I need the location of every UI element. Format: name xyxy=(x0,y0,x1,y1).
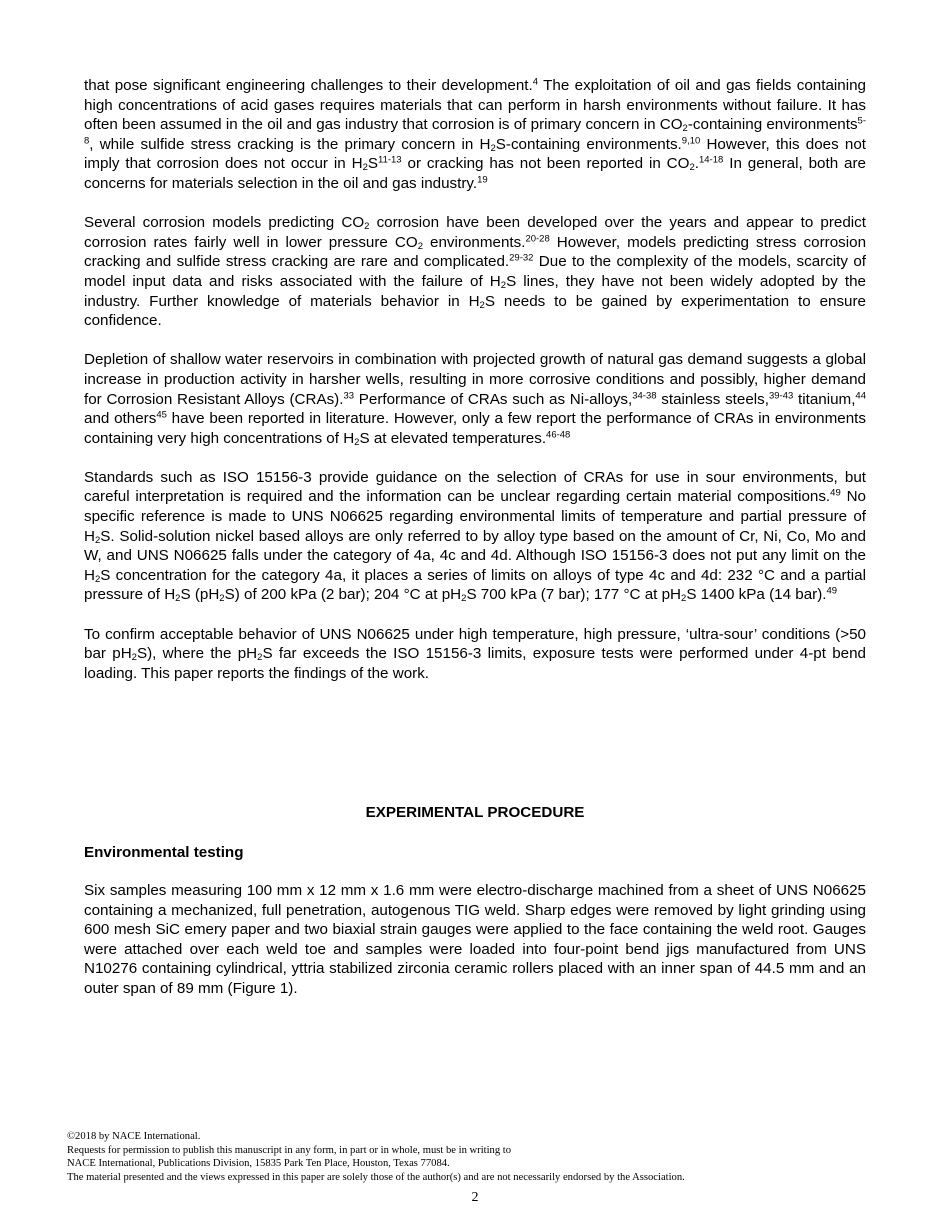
citation-superscript: 39-43 xyxy=(768,390,794,401)
citation-superscript: 45 xyxy=(156,409,167,421)
footer-disclaimer: The material presented and the views expressed in this paper are solely those of the author(s) and are not necessarily endorsed by the Association. xyxy=(67,1171,685,1183)
citation-superscript: 20-28 xyxy=(525,233,550,245)
text-run: titanium, xyxy=(793,390,856,408)
chemical-subscript: 2 xyxy=(689,162,695,174)
text-run: Several corrosion models predicting CO xyxy=(84,214,365,232)
citation-superscript: 29-32 xyxy=(509,252,534,264)
paragraph-environmental-testing: Six samples measuring 100 mm x 12 mm x 1.6 mm were electro-discharge machined from a sheet of UNS N06625 containing a mechanized, full penetration, autogenous TIG weld. Sharp edges were removed by light grinding using 600 mesh SiC emery paper and two biaxial strain gauges were applied to the face containing the weld root. Gauges were attached over each weld toe and samples were loaded into four-point bend jigs manufactured from UNS N10276 containing cylindrical, yttria stabilized zirconia ceramic rollers placed with an inner span of 44.5 mm and an outer span of 89 mm (Figure 1). xyxy=(84,882,866,997)
chemical-subscript: 2 xyxy=(417,240,423,252)
text-run: S far exceeds the ISO 15156-3 limits, exposure tests were performed under 4-pt bend loading. This paper reports the findings of the work. xyxy=(84,645,866,682)
citation-superscript: 33 xyxy=(343,390,355,401)
text-run: S 1400 kPa (14 bar). xyxy=(686,586,827,604)
text-run: , while sulfide stress cracking is the primary concern in H xyxy=(89,135,491,153)
text-run: Due to the complexity of the models, scarcity of model input data and risks associated with the failure of H xyxy=(84,253,866,290)
subsection-heading: Environmental testing xyxy=(84,844,244,861)
chemical-subscript: 2 xyxy=(681,593,687,605)
text-run: However, this does not imply that corrosion does not occur in H xyxy=(84,135,867,173)
text-run: S xyxy=(367,155,378,173)
citation-superscript: 14-18 xyxy=(699,154,724,166)
chemical-subscript: 2 xyxy=(682,123,688,135)
page-number: 2 xyxy=(471,1190,479,1205)
text-run: S), where the pH xyxy=(136,645,258,663)
chemical-subscript: 2 xyxy=(175,593,181,605)
text-run: Performance of CRAs such as Ni-alloys, xyxy=(354,390,633,408)
chemical-subscript: 2 xyxy=(219,593,225,605)
chemical-subscript: 2 xyxy=(479,299,485,311)
citation-superscript: 11-13 xyxy=(378,154,402,166)
citation-superscript: 44 xyxy=(855,390,866,401)
text-run: . xyxy=(694,155,699,173)
paragraph-acid-gas-context xyxy=(84,76,866,194)
text-run: S lines, they have not been widely adopted by the industry. Further knowledge of materials behavior in H xyxy=(84,272,866,310)
chemical-subscript: 2 xyxy=(94,573,101,585)
text-run: The exploitation of oil and gas fields containing high concentrations of acid gases requires materials that can perform in harsh environments without failure. It has often been assumed in the oil and gas industry that corrosion is of primary concern in CO xyxy=(84,77,867,134)
text-run: S concentration for the category 4a, it places a series of limits on alloys of type 4c and 4d: 232 °C and a partial pressure of H xyxy=(84,566,866,604)
paragraph-iso-standards xyxy=(84,468,866,605)
chemical-subscript: 2 xyxy=(362,162,368,174)
footer-address: NACE International, Publications Division, 15835 Park Ten Place, Houston, Texas 77084. xyxy=(67,1158,450,1170)
citation-superscript: 49 xyxy=(826,585,838,597)
paragraph-cra-demand xyxy=(84,350,866,448)
chemical-subscript: 2 xyxy=(364,221,370,233)
chemical-subscript: 2 xyxy=(490,142,496,154)
chemical-subscript: 2 xyxy=(131,652,137,664)
text-run: S-containing environments. xyxy=(495,135,682,153)
text-run: S (pH xyxy=(180,586,220,604)
text-run: Standards such as ISO 15156-3 provide guidance on the selection of CRAs for use in sour environments, but careful interpretation is required and the information can be unclear regarding certain material compositions. xyxy=(84,468,866,506)
citation-superscript: 5-8 xyxy=(84,115,866,147)
text-run: and others xyxy=(84,410,157,428)
text-run: environments. xyxy=(423,233,526,251)
text-run: have been reported in literature. However, only a few report the performance of CRAs in environments containing very high concentrations of H xyxy=(84,410,866,447)
text-run: S) of 200 kPa (2 bar); 204 °C at pH xyxy=(224,586,462,604)
chemical-subscript: 2 xyxy=(257,652,263,664)
text-run: -containing environments xyxy=(687,116,858,134)
citation-superscript: 9,10 xyxy=(681,135,701,147)
citation-superscript: 49 xyxy=(830,487,841,499)
citation-superscript: 19 xyxy=(477,174,488,186)
text-run: S needs to be gained by experimentation to ensure confidence. xyxy=(84,292,867,330)
text-run: Depletion of shallow water reservoirs in combination with projected growth of natural gas demand suggests a global increase in production activity in harsher wells, resulting in more corrosive conditions and possibly, higher demand for Corrosion Resistant Alloys (CRAs). xyxy=(84,351,866,408)
chemical-subscript: 2 xyxy=(500,279,507,291)
text-run: S 700 kPa (7 bar); 177 °C at pH xyxy=(466,586,682,604)
citation-superscript: 46-48 xyxy=(546,429,571,441)
text-run: or cracking has not been reported in CO xyxy=(401,155,690,173)
citation-superscript: 34-38 xyxy=(632,390,657,401)
paragraph-corrosion-models xyxy=(84,213,866,331)
body-text xyxy=(84,76,866,683)
chemical-subscript: 2 xyxy=(461,593,467,605)
text-run: To confirm acceptable behavior of UNS N06625 under high temperature, high pressure, ‘ultra-sour’ conditions (>50 bar pH xyxy=(84,625,866,663)
paragraph-test-objective xyxy=(84,625,866,684)
citation-superscript: 4 xyxy=(532,76,539,88)
chemical-subscript: 2 xyxy=(354,436,360,448)
text-run: No specific reference is made to UNS N06625 regarding environmental limits of temperature and partial pressure of H xyxy=(84,488,866,545)
footer-permissions: Requests for permission to publish this manuscript in any form, in part or in whole, must be in writing to xyxy=(67,1144,512,1156)
chemical-subscript: 2 xyxy=(94,534,101,546)
text-run: that pose significant engineering challenges to their development. xyxy=(84,77,533,94)
text-run: stainless steels, xyxy=(656,390,769,408)
text-run: However, models predicting stress corrosion cracking and sulfide stress cracking are rare and complicated. xyxy=(84,233,867,271)
text-run: S at elevated temperatures. xyxy=(359,429,547,447)
text-run: corrosion have been developed over the years and appear to predict corrosion rates fairly well in lower pressure CO xyxy=(84,214,866,251)
footer-copyright: ©2018 by NACE International. xyxy=(67,1131,201,1142)
section-heading: EXPERIMENTAL PROCEDURE xyxy=(365,804,585,821)
text-run: S. Solid-solution nickel based alloys are only referred to by alloy type based on the amount of Cr, Ni, Co, Mo and W, and UNS N06625 falls under the category of 4a, 4c and 4d. Although ISO 15156-3 does not put any limit on the H xyxy=(84,527,866,584)
copyright-footer xyxy=(67,1130,897,1184)
text-run: In general, both are concerns for materials selection in the oil and gas industry. xyxy=(84,155,866,192)
